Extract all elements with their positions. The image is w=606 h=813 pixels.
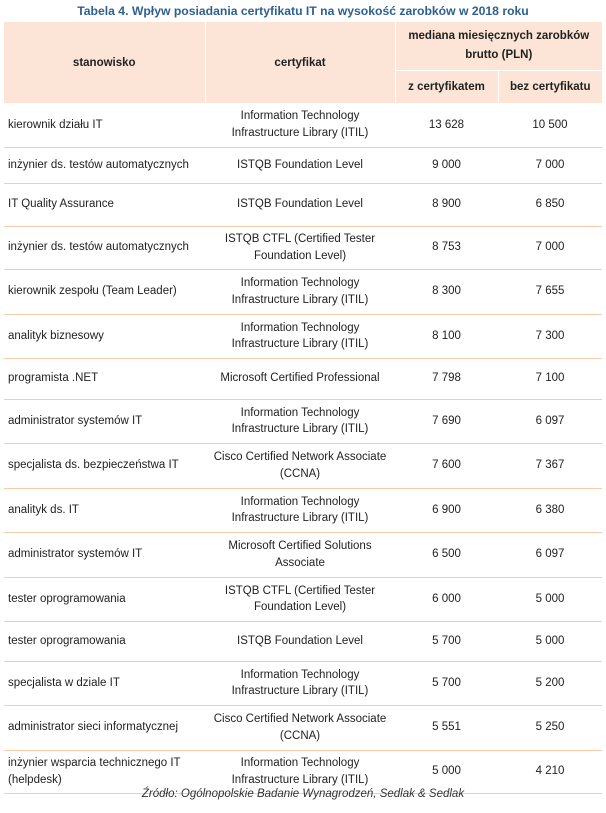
cell-without-cert: 6 380: [498, 488, 602, 532]
cell-certificate: ISTQB Foundation Level: [205, 183, 395, 226]
table-row: [4, 358, 602, 399]
cell-certificate: Information Technology Infrastructure Library (ITIL): [205, 399, 395, 443]
cell-without-cert: 6 097: [498, 399, 602, 443]
cell-position: specjalista w dziale IT: [4, 661, 205, 705]
cell-with-cert: 5 551: [395, 705, 498, 750]
cell-with-cert: 9 000: [395, 147, 498, 183]
cell-without-cert: 7 655: [498, 269, 602, 314]
cell-position: programista .NET: [4, 358, 205, 399]
table-row: [4, 147, 602, 183]
cell-with-cert: 7 798: [395, 358, 498, 399]
cell-position: inżynier ds. testów automatycznych: [4, 147, 205, 183]
cell-with-cert: 8 753: [395, 226, 498, 269]
cell-with-cert: 6 000: [395, 577, 498, 621]
cell-certificate: Microsoft Certified Professional: [205, 358, 395, 399]
cell-certificate: Information Technology Infrastructure Library (ITIL): [205, 103, 395, 147]
cell-position: kierownik działu IT: [4, 103, 205, 147]
cell-without-cert: 6 850: [498, 183, 602, 226]
cell-without-cert: 5 000: [498, 577, 602, 621]
table-header: [4, 22, 602, 103]
cell-certificate: Information Technology Infrastructure Library (ITIL): [205, 661, 395, 705]
cell-position: administrator systemów IT: [4, 399, 205, 443]
table-row: [4, 705, 602, 750]
header-median-group: mediana miesięcznych zarobków brutto (PLN): [395, 22, 602, 70]
cell-with-cert: 8 100: [395, 314, 498, 358]
cell-position: kierownik zespołu (Team Leader): [4, 269, 205, 314]
cell-without-cert: 7 367: [498, 443, 602, 488]
source-note: Źródło: Ogólnopolskie Badanie Wynagrodzeń, Sedlak & Sedlak: [141, 788, 465, 800]
cell-certificate: Information Technology Infrastructure Library (ITIL): [205, 750, 395, 793]
cell-without-cert: 7 300: [498, 314, 602, 358]
cell-without-cert: 7 100: [498, 358, 602, 399]
table-row: [4, 750, 602, 793]
table-row: [4, 269, 602, 314]
cell-with-cert: 5 000: [395, 750, 498, 793]
cell-without-cert: 4 210: [498, 750, 602, 793]
salary-table: [4, 22, 602, 794]
table-row: [4, 183, 602, 226]
cell-without-cert: 7 000: [498, 147, 602, 183]
cell-certificate: Cisco Certified Network Associate (CCNA): [205, 443, 395, 488]
cell-position: analityk biznesowy: [4, 314, 205, 358]
cell-position: tester oprogramowania: [4, 621, 205, 661]
cell-with-cert: 5 700: [395, 621, 498, 661]
cell-certificate: Information Technology Infrastructure Library (ITIL): [205, 314, 395, 358]
cell-position: inżynier wsparcia technicznego IT (helpdesk): [4, 750, 205, 793]
table-row: [4, 314, 602, 358]
table-title: Tabela 4. Wpływ posiadania certyfikatu IT na wysokość zarobków w 2018 roku: [77, 4, 529, 18]
table-row: [4, 103, 602, 147]
cell-with-cert: 7 600: [395, 443, 498, 488]
table-row: [4, 488, 602, 532]
cell-without-cert: 5 200: [498, 661, 602, 705]
cell-position: analityk ds. IT: [4, 488, 205, 532]
header-without-cert: bez certyfikatu: [498, 70, 602, 103]
cell-certificate: ISTQB CTFL (Certified Tester Foundation Level): [205, 577, 395, 621]
cell-without-cert: 10 500: [498, 103, 602, 147]
cell-with-cert: 7 690: [395, 399, 498, 443]
cell-certificate: Cisco Certified Network Associate (CCNA): [205, 705, 395, 750]
table-body: [4, 103, 602, 793]
cell-certificate: ISTQB Foundation Level: [205, 621, 395, 661]
cell-without-cert: 6 097: [498, 532, 602, 577]
cell-position: inżynier ds. testów automatycznych: [4, 226, 205, 269]
cell-with-cert: 5 700: [395, 661, 498, 705]
cell-certificate: ISTQB Foundation Level: [205, 147, 395, 183]
table-row: [4, 443, 602, 488]
table-row: [4, 532, 602, 577]
cell-certificate: Information Technology Infrastructure Library (ITIL): [205, 269, 395, 314]
table-row: [4, 399, 602, 443]
cell-with-cert: 6 900: [395, 488, 498, 532]
cell-with-cert: 8 300: [395, 269, 498, 314]
cell-position: administrator systemów IT: [4, 532, 205, 577]
header-certificate: certyfikat: [205, 22, 395, 103]
cell-with-cert: 8 900: [395, 183, 498, 226]
table-row: [4, 577, 602, 621]
table-row: [4, 661, 602, 705]
cell-with-cert: 13 628: [395, 103, 498, 147]
cell-position: administrator sieci informatycznej: [4, 705, 205, 750]
cell-with-cert: 6 500: [395, 532, 498, 577]
cell-position: tester oprogramowania: [4, 577, 205, 621]
cell-position: specjalista ds. bezpieczeństwa IT: [4, 443, 205, 488]
table-row: [4, 621, 602, 661]
cell-certificate: ISTQB CTFL (Certified Tester Foundation Level): [205, 226, 395, 269]
table-row: [4, 226, 602, 269]
header-position: stanowisko: [4, 22, 205, 103]
cell-certificate: Microsoft Certified Solutions Associate: [205, 532, 395, 577]
cell-without-cert: 5 250: [498, 705, 602, 750]
header-with-cert: z certyfikatem: [395, 70, 498, 103]
cell-without-cert: 5 000: [498, 621, 602, 661]
cell-position: IT Quality Assurance: [4, 183, 205, 226]
cell-without-cert: 7 000: [498, 226, 602, 269]
cell-certificate: Information Technology Infrastructure Library (ITIL): [205, 488, 395, 532]
